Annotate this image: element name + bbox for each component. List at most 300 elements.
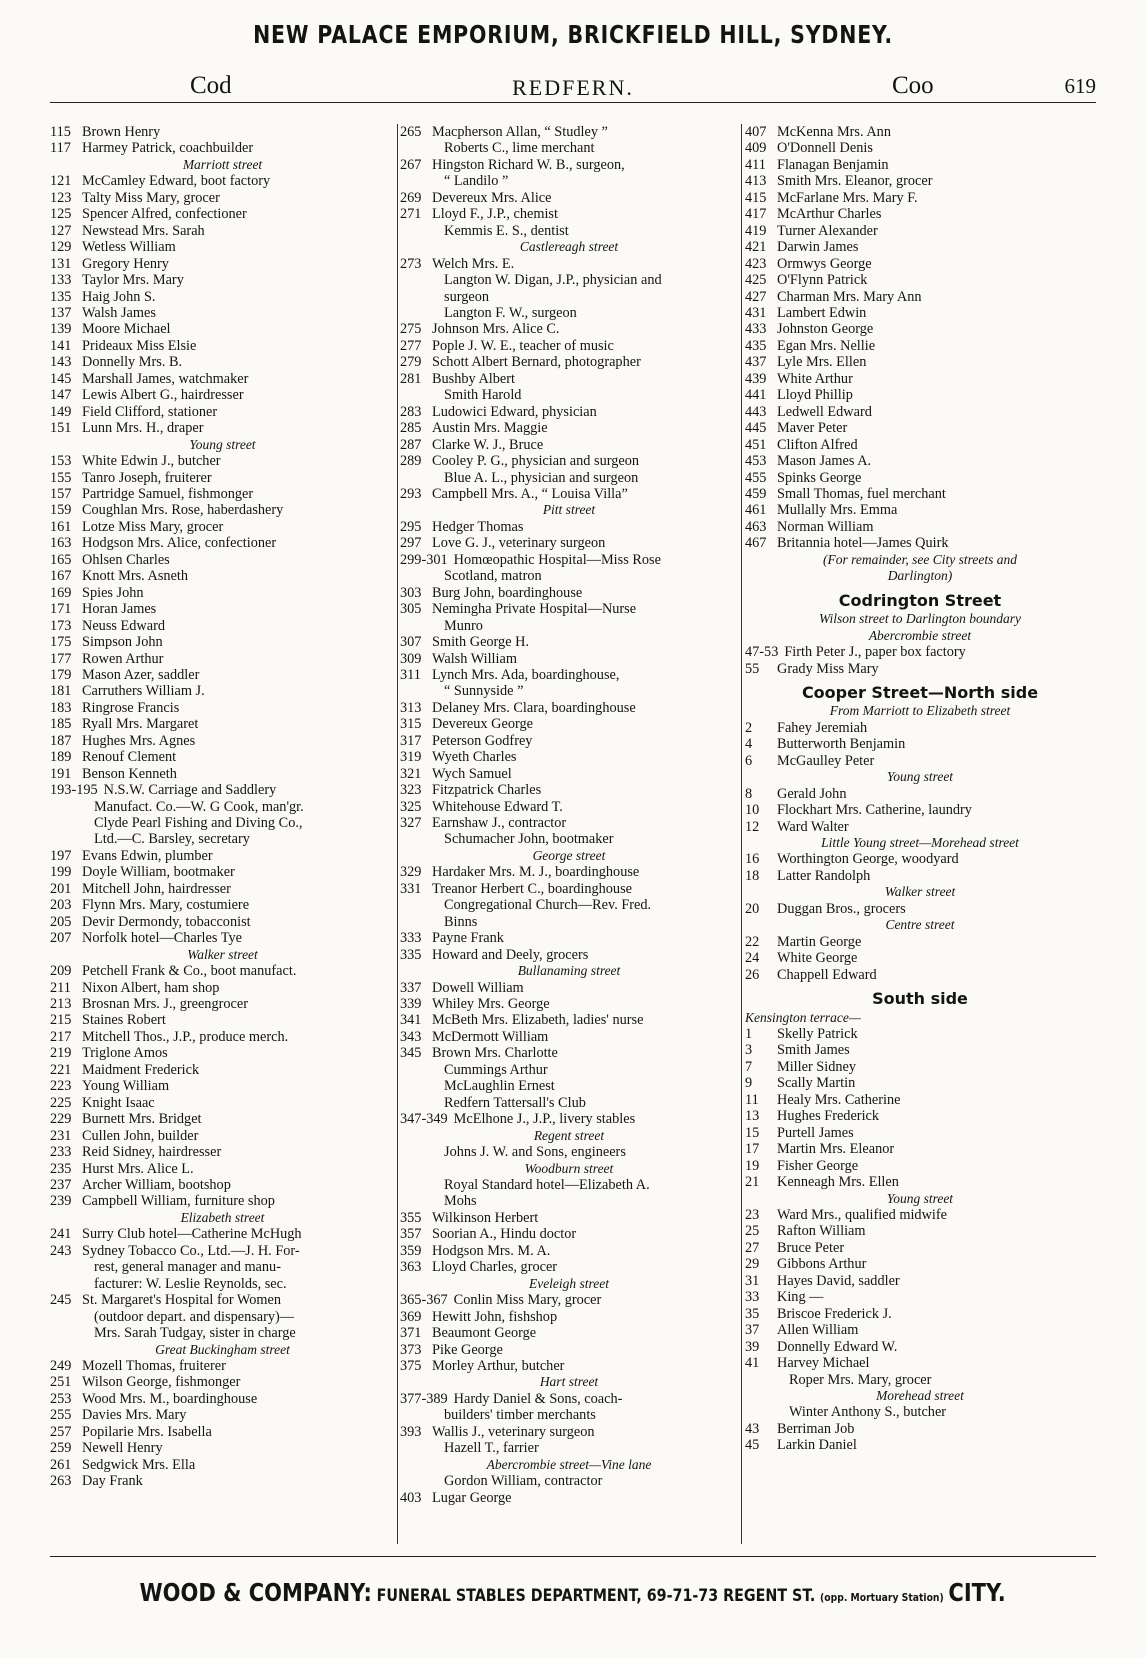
street-number: 203 [50,897,72,914]
street-number: 23 [745,1207,760,1223]
street-number: 187 [50,732,72,749]
occupant-name: Devereux Mrs. Alice [432,189,552,206]
directory-entry [50,963,395,979]
directory-entry [745,1075,1095,1091]
occupant-name: Haig John S. [82,288,156,305]
street-number: 217 [50,1028,72,1045]
directory-entry [745,1174,1095,1190]
cross-street-label: Walker street [884,884,956,900]
street-number: 249 [50,1357,72,1374]
footer-advertisement [0,1578,1146,1607]
occupant-name: McBeth Mrs. Elizabeth, ladies' nurse [432,1012,644,1029]
directory-column-1 [50,124,395,1542]
directory-entry [400,700,738,716]
occupant-name: Ledwell Edward [777,403,872,420]
directory-entry [400,1045,738,1061]
occupant-name: Firth Peter J., paper box factory [784,644,966,661]
entry-continuation: Congregational Church—Rev. Fred. [444,897,652,914]
cross-street-label: Castlereagh street [519,239,619,255]
occupant-name: Coughlan Mrs. Rose, haberdashery [82,502,284,519]
directory-entry [50,1095,395,1111]
occupant-name: Mason Azer, saddler [82,666,200,683]
occupant-name: Turner Alexander [777,222,878,239]
directory-entry [50,387,395,403]
directory-entry [745,1355,1095,1371]
street-number: 259 [50,1440,72,1457]
occupant-name: Egan Mrs. Nellie [777,337,876,354]
street-number: 431 [745,304,767,321]
street-number: 343 [400,1028,422,1045]
directory-entry [745,420,1095,436]
occupant-name: Cooley P. G., physician and surgeon [432,453,640,470]
occupant-name: Berriman Job [777,1420,855,1437]
entry-continuation: Hazell T., farrier [444,1440,539,1457]
directory-entry [745,354,1095,370]
street-number: 307 [400,634,422,651]
street-number: 8 [745,785,753,802]
directory-entry [50,173,395,189]
street-number: 239 [50,1193,72,1210]
street-number: 225 [50,1094,72,1111]
street-number: 19 [745,1157,760,1174]
street-number: 271 [400,206,422,223]
occupant-name: Popilarie Mrs. Isabella [82,1423,212,1440]
cross-street-label: Morehead street [876,1387,964,1403]
cross-street-label: Abercrombie street—Vine lane [486,1456,652,1472]
entry-continuation: Gordon William, contractor [444,1473,603,1490]
directory-entry [400,1292,738,1308]
occupant-name: Morley Arthur, butcher [432,1357,565,1374]
street-number: 177 [50,650,72,667]
occupant-name: Devir Dermondy, tobacconist [82,913,251,930]
occupant-name: Hewitt John, fishshop [432,1308,558,1325]
street-number: 433 [745,321,767,338]
street-number: 311 [400,666,421,683]
street-number: 317 [400,732,422,749]
directory-entry [400,585,738,601]
occupant-name: Wilson George, fishmonger [82,1374,241,1391]
occupant-name: Mitchell Thos., J.P., produce merch. [82,1028,289,1045]
street-number: 55 [745,660,760,677]
directory-entry [745,321,1095,337]
directory-entry [745,1437,1095,1453]
directory-entry [50,321,395,337]
occupant-name: Hayes David, saddler [777,1272,900,1289]
entry-continuation: Manufact. Co.—W. G Cook, man'gr. [94,798,304,815]
occupant-name: Norfolk hotel—Charles Tye [82,930,242,947]
street-number: 327 [400,815,422,832]
directory-entry [745,404,1095,420]
cross-street-label: Pitt street [542,502,596,518]
occupant-name: Donnelly Edward W. [777,1338,898,1355]
occupant-name: Davies Mrs. Mary [82,1407,187,1424]
occupant-name: Lloyd F., J.P., chemist [432,206,558,223]
street-number: 233 [50,1144,72,1161]
street-number: 117 [50,140,71,157]
occupant-name: Lotze Miss Mary, grocer [82,518,224,535]
street-number: 423 [745,255,767,272]
occupant-name: St. Margaret's Hospital for Women [82,1292,282,1309]
street-number: 369 [400,1308,422,1325]
street-number: 7 [745,1058,753,1075]
street-number: 347-349 [400,1111,448,1128]
directory-entry [50,1424,395,1440]
directory-entry [745,173,1095,189]
occupant-name: Gerald John [777,785,847,802]
street-number: 43 [745,1420,760,1437]
directory-entry [50,848,395,864]
occupant-name: Latter Randolph [777,867,871,884]
street-number: 297 [400,535,422,552]
directory-entry [50,1457,395,1473]
occupant-name: N.S.W. Carriage and Saddlery [103,782,277,799]
occupant-name: Dowell William [432,979,524,996]
occupant-name: Lynch Mrs. Ada, boardinghouse, [432,666,620,683]
directory-entry [400,766,738,782]
street-number: 131 [50,255,72,272]
street-number: 339 [400,996,422,1013]
directory-entry [400,980,738,996]
directory-entry [745,289,1095,305]
street-number: 269 [400,189,422,206]
column-divider [397,124,398,1544]
occupant-name: Ward Mrs., qualified midwife [777,1207,947,1223]
occupant-name: Gregory Henry [82,255,169,272]
occupant-name: Lloyd Phillip [777,387,853,404]
directory-entry [50,272,395,288]
directory-entry [50,1374,395,1390]
street-number: 153 [50,453,72,470]
directory-entry [400,519,738,535]
directory-entry [50,1226,395,1242]
street-number: 205 [50,913,72,930]
header-right-guide-word: Coo [892,72,934,99]
directory-entry [50,618,395,634]
directory-entry [400,256,738,272]
street-number: 337 [400,979,422,996]
directory-entry [400,535,738,551]
occupant-name: Miller Sidney [777,1058,857,1075]
entry-continuation: surgeon [444,288,490,305]
street-number: 21 [745,1174,760,1191]
street-number: 373 [400,1341,422,1358]
occupant-name: McDermott William [432,1028,549,1045]
occupant-name: O'Flynn Patrick [777,272,868,289]
street-number: 29 [745,1256,760,1273]
directory-entry [400,996,738,1012]
occupant-name: Ohlsen Charles [82,551,170,568]
street-number: 173 [50,617,72,634]
street-number: 251 [50,1374,72,1391]
directory-entry [400,321,738,337]
occupant-name: Norman William [777,518,874,535]
directory-entry [50,1128,395,1144]
directory-entry [50,420,395,436]
directory-entry [745,901,1095,917]
street-number: 139 [50,321,72,338]
occupant-name: Larkin Daniel [777,1437,857,1454]
directory-entry [400,1342,738,1358]
street-number: 155 [50,469,72,486]
occupant-name: Wych Samuel [432,765,512,782]
occupant-name: Clifton Alfred [777,436,858,453]
directory-entry [400,437,738,453]
occupant-name: Neuss Edward [82,617,165,634]
street-number: 293 [400,485,422,502]
directory-entry [50,256,395,272]
occupant-name: Smith James [777,1042,850,1059]
street-number: 137 [50,304,72,321]
occupant-name: Burnett Mrs. Bridget [82,1111,202,1128]
directory-entry [745,851,1095,867]
directory-entry [745,338,1095,354]
directory-entry [400,733,738,749]
directory-entry [400,1243,738,1259]
occupant-name: Schott Albert Bernard, photographer [432,354,641,371]
street-heading: Cooper Street—North side [801,682,1039,702]
street-number: 417 [745,206,767,223]
street-number: 253 [50,1390,72,1407]
directory-note: Darlington) [887,568,953,584]
occupant-name: McGaulley Peter [777,752,875,769]
entry-continuation: Roberts C., lime merchant [444,140,595,157]
directory-entry [745,753,1095,769]
occupant-name: Horan James [82,601,157,618]
occupant-name: Spies John [82,584,144,601]
street-number: 355 [400,1209,422,1226]
occupant-name: Flynn Mrs. Mary, costumiere [82,897,250,914]
directory-entry [400,930,738,946]
cross-street-label: Regent street [533,1127,605,1143]
occupant-name: Small Thomas, fuel merchant [777,485,946,502]
occupant-name: Ludowici Edward, physician [432,403,597,420]
occupant-name: Rowen Arthur [82,650,164,667]
cross-street-label: Walker street [187,946,258,962]
directory-entry [400,338,738,354]
directory-entry [50,519,395,535]
directory-entry [400,354,738,370]
directory-entry [400,1424,738,1440]
occupant-name: Sedgwick Mrs. Ella [82,1456,196,1473]
cross-street-label: Eveleigh street [528,1275,610,1291]
street-number: 295 [400,518,422,535]
occupant-name: Smith Mrs. Eleanor, grocer [777,173,933,190]
occupant-name: Newstead Mrs. Sarah [82,222,205,239]
directory-entry [50,535,395,551]
occupant-name: Simpson John [82,634,163,651]
street-number: 263 [50,1473,72,1490]
occupant-name: Conlin Miss Mary, grocer [453,1292,602,1309]
occupant-name: Hughes Frederick [777,1108,880,1125]
occupant-name: Healy Mrs. Catherine [777,1091,901,1108]
street-number: 455 [745,469,767,486]
column-divider [741,124,742,1544]
cross-street-label: George street [532,847,606,863]
occupant-name: Lunn Mrs. H., draper [82,420,204,437]
occupant-name: Donnelly Mrs. B. [82,354,183,371]
street-number: 409 [745,140,767,157]
directory-entry [745,535,1095,551]
directory-entry [50,404,395,420]
occupant-name: Fahey Jeremiah [777,719,868,736]
street-number: 20 [745,900,760,917]
entry-continuation: Mohs [444,1193,477,1210]
street-number: 16 [745,851,760,868]
street-number: 47-53 [745,644,779,661]
street-number: 145 [50,370,72,387]
directory-entry [400,799,738,815]
directory-entry [745,1322,1095,1338]
street-number: 181 [50,683,72,700]
directory-entry [745,140,1095,156]
street-number: 461 [745,502,767,519]
directory-entry [745,486,1095,502]
directory-entry [400,716,738,732]
directory-entry [400,206,738,222]
cross-street-label: Abercrombie street [868,627,972,643]
street-number: 237 [50,1177,72,1193]
cross-street-label: Bullanaming street [517,963,621,979]
street-number: 215 [50,1012,72,1029]
street-number: 255 [50,1407,72,1424]
occupant-name: Pople J. W. E., teacher of music [432,337,614,354]
cross-street-label: Woodburn street [524,1160,614,1176]
street-number: 127 [50,222,72,239]
occupant-name: White George [777,950,858,967]
directory-entry [745,305,1095,321]
occupant-name: Surry Club hotel—Catherine McHugh [82,1226,302,1243]
occupant-name: Harmey Patrick, coachbuilder [82,140,254,157]
entry-continuation: “ Landilo ” [444,173,509,190]
occupant-name: Hardaker Mrs. M. J., boardinghouse [432,864,640,881]
occupant-name: Renouf Clement [82,749,177,766]
directory-entry [400,1259,738,1275]
cross-street-label: Little Young street—Morehead street [821,835,1019,851]
occupant-name: Whitehouse Edward T. [432,798,563,815]
occupant-name: Beaumont George [432,1325,537,1342]
street-number: 223 [50,1078,72,1095]
occupant-name: Hardy Daniel & Sons, coach- [453,1390,623,1407]
occupant-name: Spencer Alfred, confectioner [82,206,247,223]
directory-entry [50,585,395,601]
directory-entry [745,437,1095,453]
directory-entry [745,453,1095,469]
street-number: 403 [400,1489,422,1506]
directory-entry [50,1292,395,1308]
occupant-name: Devereux George [432,716,533,733]
street-number: 419 [745,222,767,239]
occupant-name: Tanro Joseph, fruiterer [82,469,212,486]
street-number: 281 [400,370,422,387]
directory-entry [50,1358,395,1374]
directory-entry [50,289,395,305]
street-number: 463 [745,518,767,535]
directory-entry [50,1243,395,1259]
directory-entry [745,1256,1095,1272]
directory-entry [745,819,1095,835]
street-number: 179 [50,666,72,683]
directory-entry [745,1125,1095,1141]
street-number: 279 [400,354,422,371]
directory-entry [50,1045,395,1061]
occupant-name: Ryall Mrs. Margaret [82,716,199,733]
entry-continuation: Binns [444,913,478,930]
directory-entry [400,1210,738,1226]
occupant-name: Rafton William [777,1223,866,1240]
street-heading: South side [872,989,968,1009]
entry-continuation: Kemmis E. S., dentist [444,222,569,239]
directory-entry [400,749,738,765]
occupant-name: Bushby Albert [432,370,516,387]
street-number: 359 [400,1242,422,1259]
street-number: 323 [400,782,422,799]
directory-entry [745,1223,1095,1239]
occupant-name: King — [777,1289,824,1306]
directory-entry [50,568,395,584]
occupant-name: Mozell Thomas, fruiterer [82,1357,226,1374]
occupant-name: Briscoe Frederick J. [777,1305,892,1322]
directory-entry [745,470,1095,486]
street-number: 9 [745,1075,753,1092]
occupant-name: Johnson Mrs. Alice C. [432,321,560,338]
occupant-name: Hodgson Mrs. M. A. [432,1242,551,1259]
occupant-name: Homœopathic Hospital—Miss Rose [453,551,661,568]
entry-continuation: Johns J. W. and Sons, engineers [444,1144,626,1161]
occupant-name: Marshall James, watchmaker [82,370,249,387]
occupant-name: Ward Walter [777,818,849,835]
street-number: 24 [745,950,760,967]
street-number: 185 [50,716,72,733]
directory-entry [400,1029,738,1045]
street-number: 257 [50,1423,72,1440]
entry-continuation: Langton W. Digan, J.P., physician and [444,272,662,289]
directory-entry [745,1141,1095,1157]
street-number: 191 [50,765,72,782]
entry-continuation: Cummings Arthur [444,1061,548,1078]
entry-continuation: Langton F. W., surgeon [444,304,577,321]
directory-entry [50,338,395,354]
street-number: 413 [745,173,767,190]
occupant-name: Britannia hotel—James Quirk [777,535,949,552]
cross-street-label: Wilson street to Darlington boundary [819,611,1021,627]
street-number: 33 [745,1289,760,1306]
directory-entry [745,1059,1095,1075]
occupant-name: McElhone J., J.P., livery stables [453,1111,636,1128]
occupant-name: Hodgson Mrs. Alice, confectioner [82,535,277,552]
directory-entry [745,1421,1095,1437]
street-number: 407 [745,124,767,140]
street-number: 261 [50,1456,72,1473]
occupant-name: Kenneagh Mrs. Ellen [777,1174,899,1191]
occupant-name: Maver Peter [777,420,848,437]
entry-continuation: Blue A. L., physician and surgeon [444,469,639,486]
directory-entry [50,782,395,798]
occupant-name: Macpherson Allan, “ Studley ” [432,124,608,140]
directory-entry [745,502,1095,518]
directory-column-2 [400,124,738,1542]
street-number: 26 [745,966,760,983]
directory-entry [745,223,1095,239]
street-number: 231 [50,1127,72,1144]
occupant-name: Allen William [777,1322,859,1339]
directory-column-3 [745,124,1095,1542]
street-number: 221 [50,1061,72,1078]
occupant-name: Wetless William [82,239,176,256]
street-number: 285 [400,420,422,437]
directory-entry [50,1111,395,1127]
footer-city: CITY. [948,1578,1007,1607]
street-number: 273 [400,255,422,272]
